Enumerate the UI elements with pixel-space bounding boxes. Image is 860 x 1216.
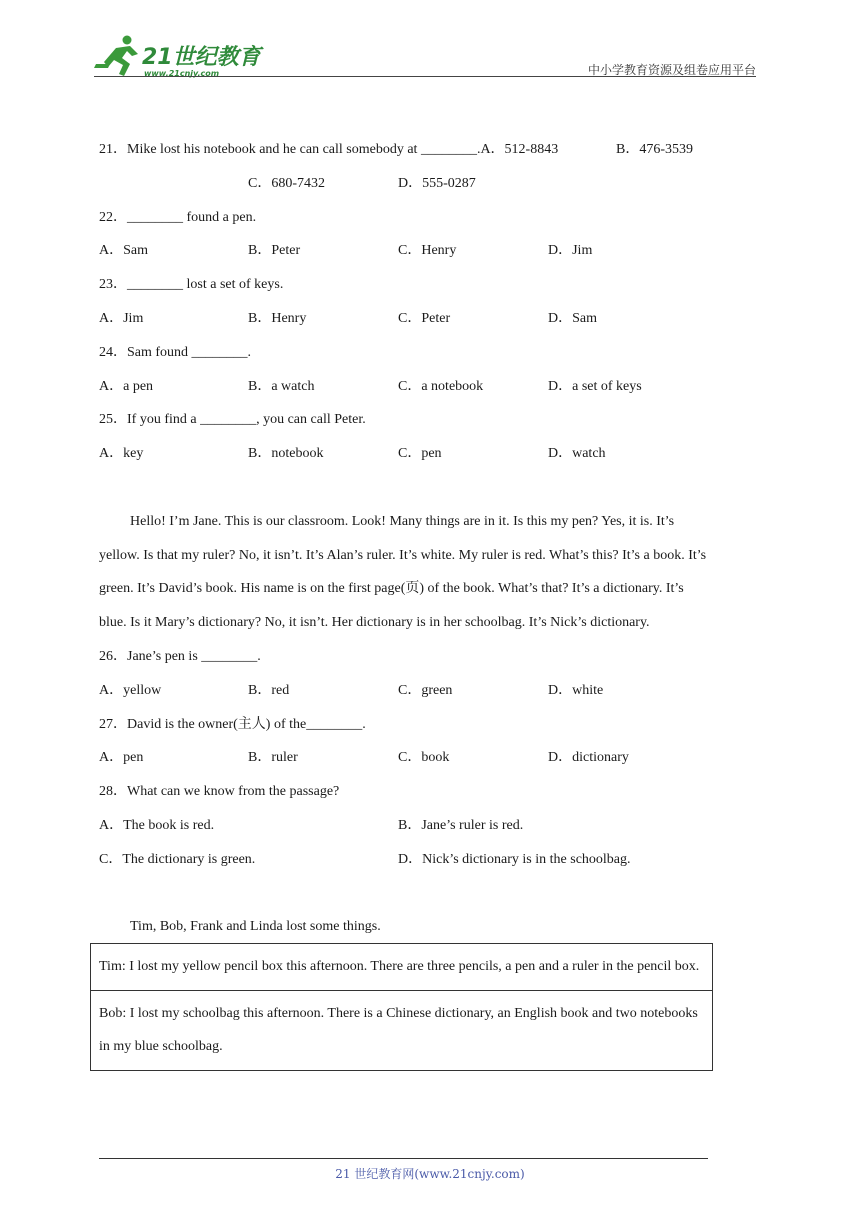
platform-title: 中小学教育资源及组卷应用平台 [587,63,756,77]
q23-option-c[interactable]: C．Peter [398,311,451,326]
q23-option-a[interactable]: A．Jim [99,311,144,326]
q21-option-c[interactable]: C．680-7432 [248,176,325,191]
q24-option-b[interactable]: B．a watch [248,379,315,394]
passage2-line-4: blue. Is it Mary’s dictionary? No, it isn’t. Her dictionary is in her schoolbag. It’s Nick’s dictionary. [99,615,650,630]
q21-option-d[interactable]: D．555-0287 [398,176,476,191]
q26-option-b[interactable]: B．red [248,683,290,698]
q22-option-d[interactable]: D．Jim [548,243,593,258]
q23-stem: 23．________ lost a set of keys. [99,277,284,292]
q27-option-d[interactable]: D．dictionary [548,750,629,765]
q22-option-a[interactable]: A．Sam [99,243,148,258]
q25-option-b[interactable]: B．notebook [248,446,324,461]
passage2-line-1: Hello! I’m Jane. This is our classroom. Look! Many things are in it. Is this my pen? Yes, it is. It’s [130,514,675,529]
q24-stem: 24．Sam found ________. [99,345,252,360]
q23-option-b[interactable]: B．Henry [248,311,307,326]
table-cell-bob: Bob: I lost my schoolbag this afternoon. There is a Chinese dictionary, an English book and two notebooks in my blue schoolbag. [91,991,713,1071]
table-cell-tim: Tim: I lost my yellow pencil box this afternoon. There are three pencils, a pen and a ruler in the pencil box. [91,944,713,991]
q22-option-b[interactable]: B．Peter [248,243,301,258]
q22-option-c[interactable]: C．Henry [398,243,457,258]
q21-option-b[interactable]: B．476-3539 [616,142,693,157]
q25-option-a[interactable]: A．key [99,446,144,461]
q24-option-d[interactable]: D．a set of keys [548,379,642,394]
q26-option-c[interactable]: C．green [398,683,453,698]
q28-option-d[interactable]: D．Nick’s dictionary is in the schoolbag. [398,852,631,867]
q25-option-c[interactable]: C．pen [398,446,442,461]
footer-divider [99,1158,708,1159]
header-divider [94,76,756,77]
q27-stem: 27．David is the owner(主人) of the________. [99,717,366,732]
q21-stem: 21．Mike lost his notebook and he can call somebody at ________.A．512-8843 [99,142,559,157]
table-row [91,991,713,1071]
q25-stem: 25．If you find a ________, you can call Peter. [99,412,366,427]
q27-option-a[interactable]: A．pen [99,750,144,765]
q24-option-a[interactable]: A．a pen [99,379,154,394]
lost-items-table [90,943,713,1071]
logo-url: www.21cnjy.com [144,69,220,78]
q28-stem: 28．What can we know from the passage? [99,784,340,799]
q28-option-c[interactable]: C．The dictionary is green. [99,852,256,867]
q26-option-a[interactable]: A．yellow [99,683,162,698]
logo-text: 21世纪教育 [142,45,261,70]
passage2-line-2: yellow. Is that my ruler? No, it isn’t. It’s Alan’s ruler. It’s white. My ruler is red. What’s this? It’s a book. It’s [99,548,707,563]
page-header [94,28,756,78]
site-logo [94,34,264,80]
q28-option-b[interactable]: B．Jane’s ruler is red. [398,818,524,833]
q24-option-c[interactable]: C．a notebook [398,379,484,394]
q26-stem: 26．Jane’s pen is ________. [99,649,261,664]
q23-option-d[interactable]: D．Sam [548,311,597,326]
passage2-line-3: green. It’s David’s book. His name is on the first page(页) of the book. What’s that? It’s a dictionary. It’s [99,581,684,596]
footer-text: 21 世纪教育网(www.21cnjy.com) [335,1167,525,1181]
q28-option-a[interactable]: A．The book is red. [99,818,215,833]
q25-option-d[interactable]: D．watch [548,446,606,461]
q27-option-c[interactable]: C．book [398,750,450,765]
q27-option-b[interactable]: B．ruler [248,750,298,765]
table-row [91,944,713,991]
passage3-intro: Tim, Bob, Frank and Linda lost some things. [130,919,381,934]
q22-stem: 22．________ found a pen. [99,210,257,225]
q26-option-d[interactable]: D．white [548,683,604,698]
